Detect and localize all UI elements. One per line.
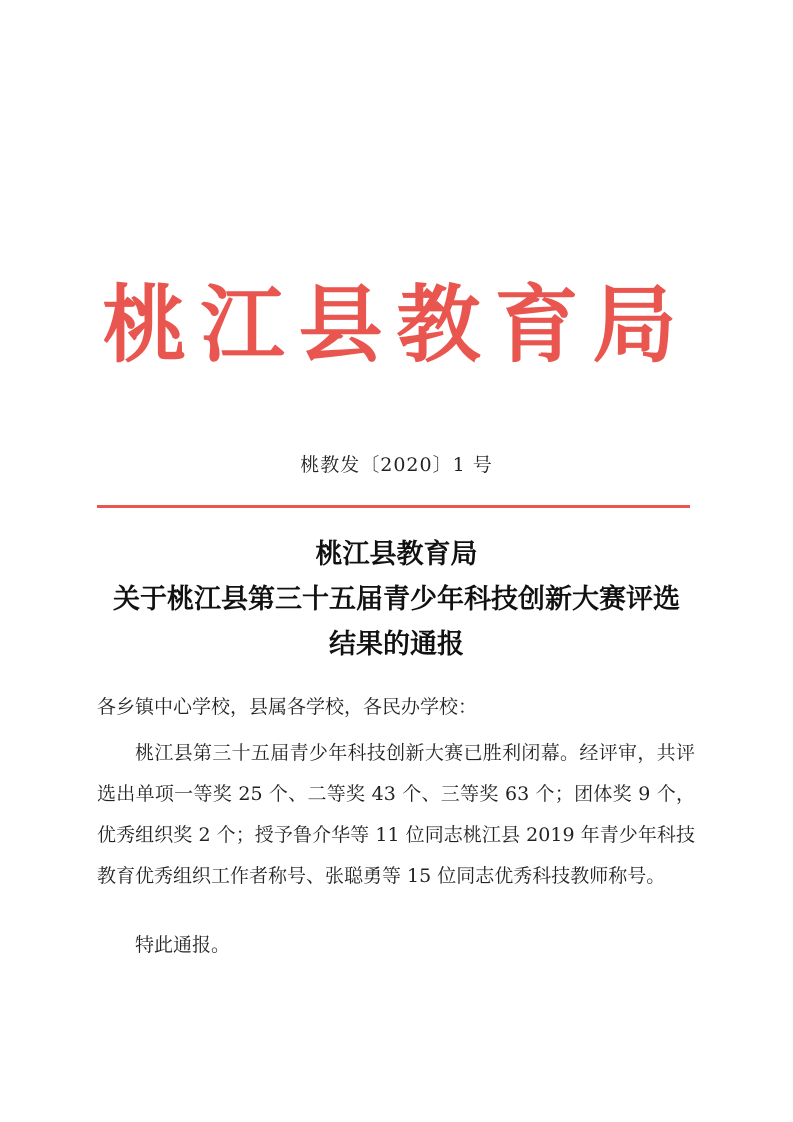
closing-line: 特此通报。 bbox=[135, 934, 231, 956]
salutation: 各乡镇中心学校，县属各学校，各民办学校： bbox=[97, 696, 478, 718]
document-number: 桃教发〔2020〕1 号 bbox=[300, 454, 493, 476]
red-divider-line bbox=[97, 505, 690, 508]
masthead-title: 桃江县教育局 bbox=[102, 276, 691, 374]
body-paragraph: 桃江县第三十五届青少年科技创新大赛已胜利闭幕。经评审，共评选出单项一等奖 25 个、二等奖 43 个、三等奖 63 个；团体奖 9 个，优秀组织奖 2 个；授予鲁介华等 11 位同志桃江县 2019 年青少年科技教育优秀组织工作者称号、张聪勇等 15 位同志优秀科技教师称号。 bbox=[97, 742, 695, 887]
title-line-3: 结果的通报 bbox=[329, 629, 464, 660]
title-line-1: 桃江县教育局 bbox=[315, 539, 478, 570]
title-line-2: 关于桃江县第三十五届青少年科技创新大赛评选 bbox=[113, 584, 680, 615]
